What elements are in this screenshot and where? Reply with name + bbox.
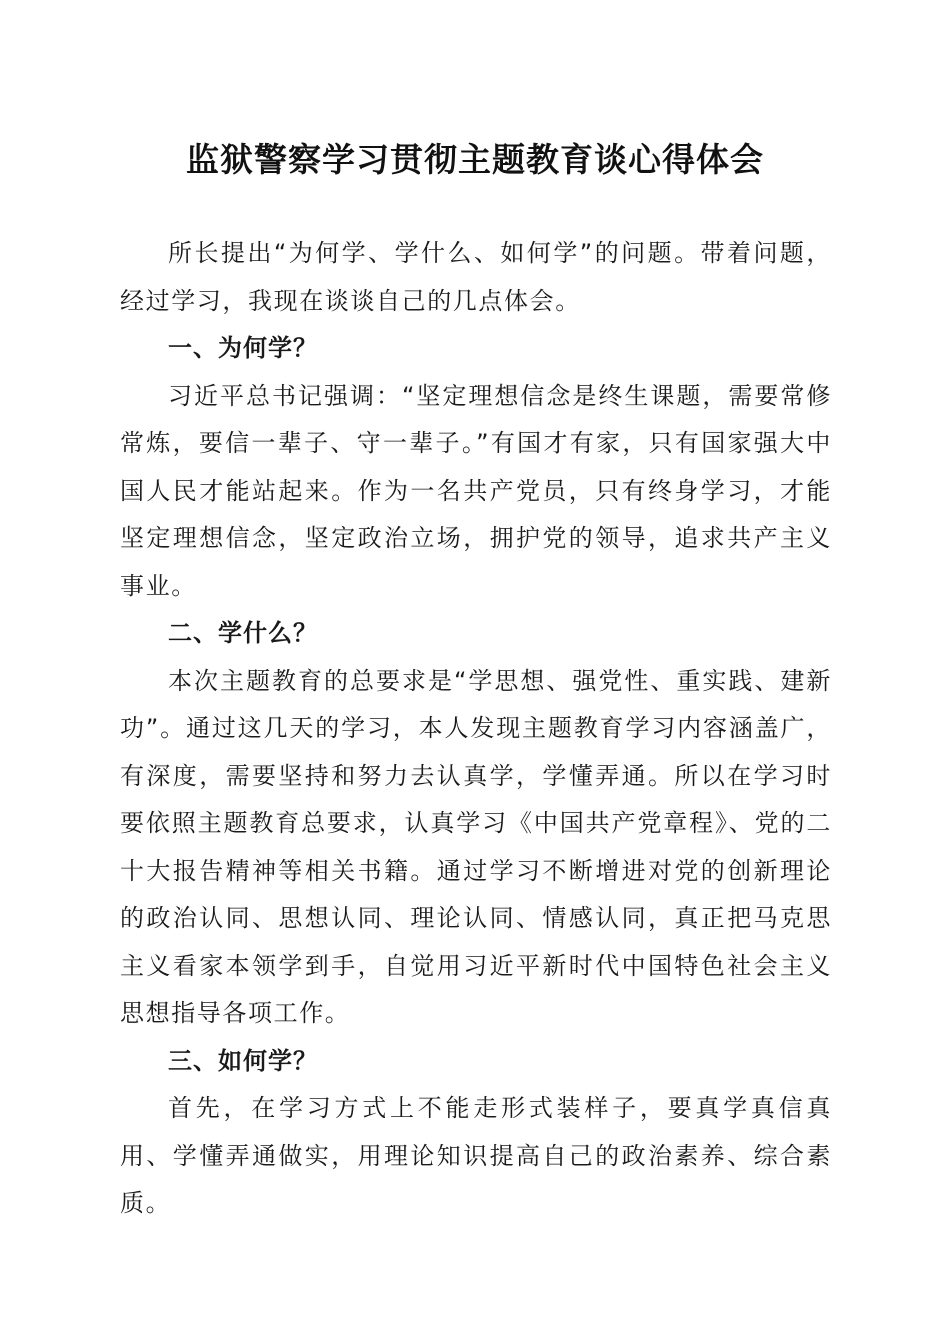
section-paragraph-how: 首先，在学习方式上不能走形式装样子，要真学真信真用、学懂弄通做实，用理论知识提高自己的政治素养、综合素质。	[120, 1094, 832, 1217]
intro-paragraph: 所长提出“为何学、学什么、如何学”的问题。带着问题，经过学习，我现在谈谈自己的几点体会。	[120, 239, 832, 315]
section-heading-how: 三、如何学？	[168, 1046, 318, 1075]
document-body	[120, 230, 832, 1228]
section-paragraph-why: 习近平总书记强调：“坚定理想信念是终生课题，需要常修常炼，要信一辈子、守一辈子。”有国才有家，只有国家强大中国人民才能站起来。作为一名共产党员，只有终身学习，才能坚定理想信念，坚定政治立场，拥护党的领导，追求共产主义事业。	[120, 381, 832, 600]
document-title: 监狱警察学习贯彻主题教育谈心得体会	[186, 140, 764, 179]
section-heading-what: 二、学什么？	[168, 619, 318, 647]
section-heading-why: 一、为何学？	[168, 334, 318, 362]
section-paragraph-what: 本次主题教育的总要求是“学思想、强党性、重实践、建新功”。通过这几天的学习，本人发现主题教育学习内容涵盖广，有深度，需要坚持和努力去认真学，学懂弄通。所以在学习时要依照主题教育总要求，认真学习《中国共产党章程》、党的二十大报告精神等相关书籍。通过学习不断增进对党的创新理论的政治认同、思想认同、理论认同、情感认同，真正把马克思主义看家本领学到手，自觉用习近平新时代中国特色社会主义思想指导各项工作。	[120, 666, 832, 1027]
